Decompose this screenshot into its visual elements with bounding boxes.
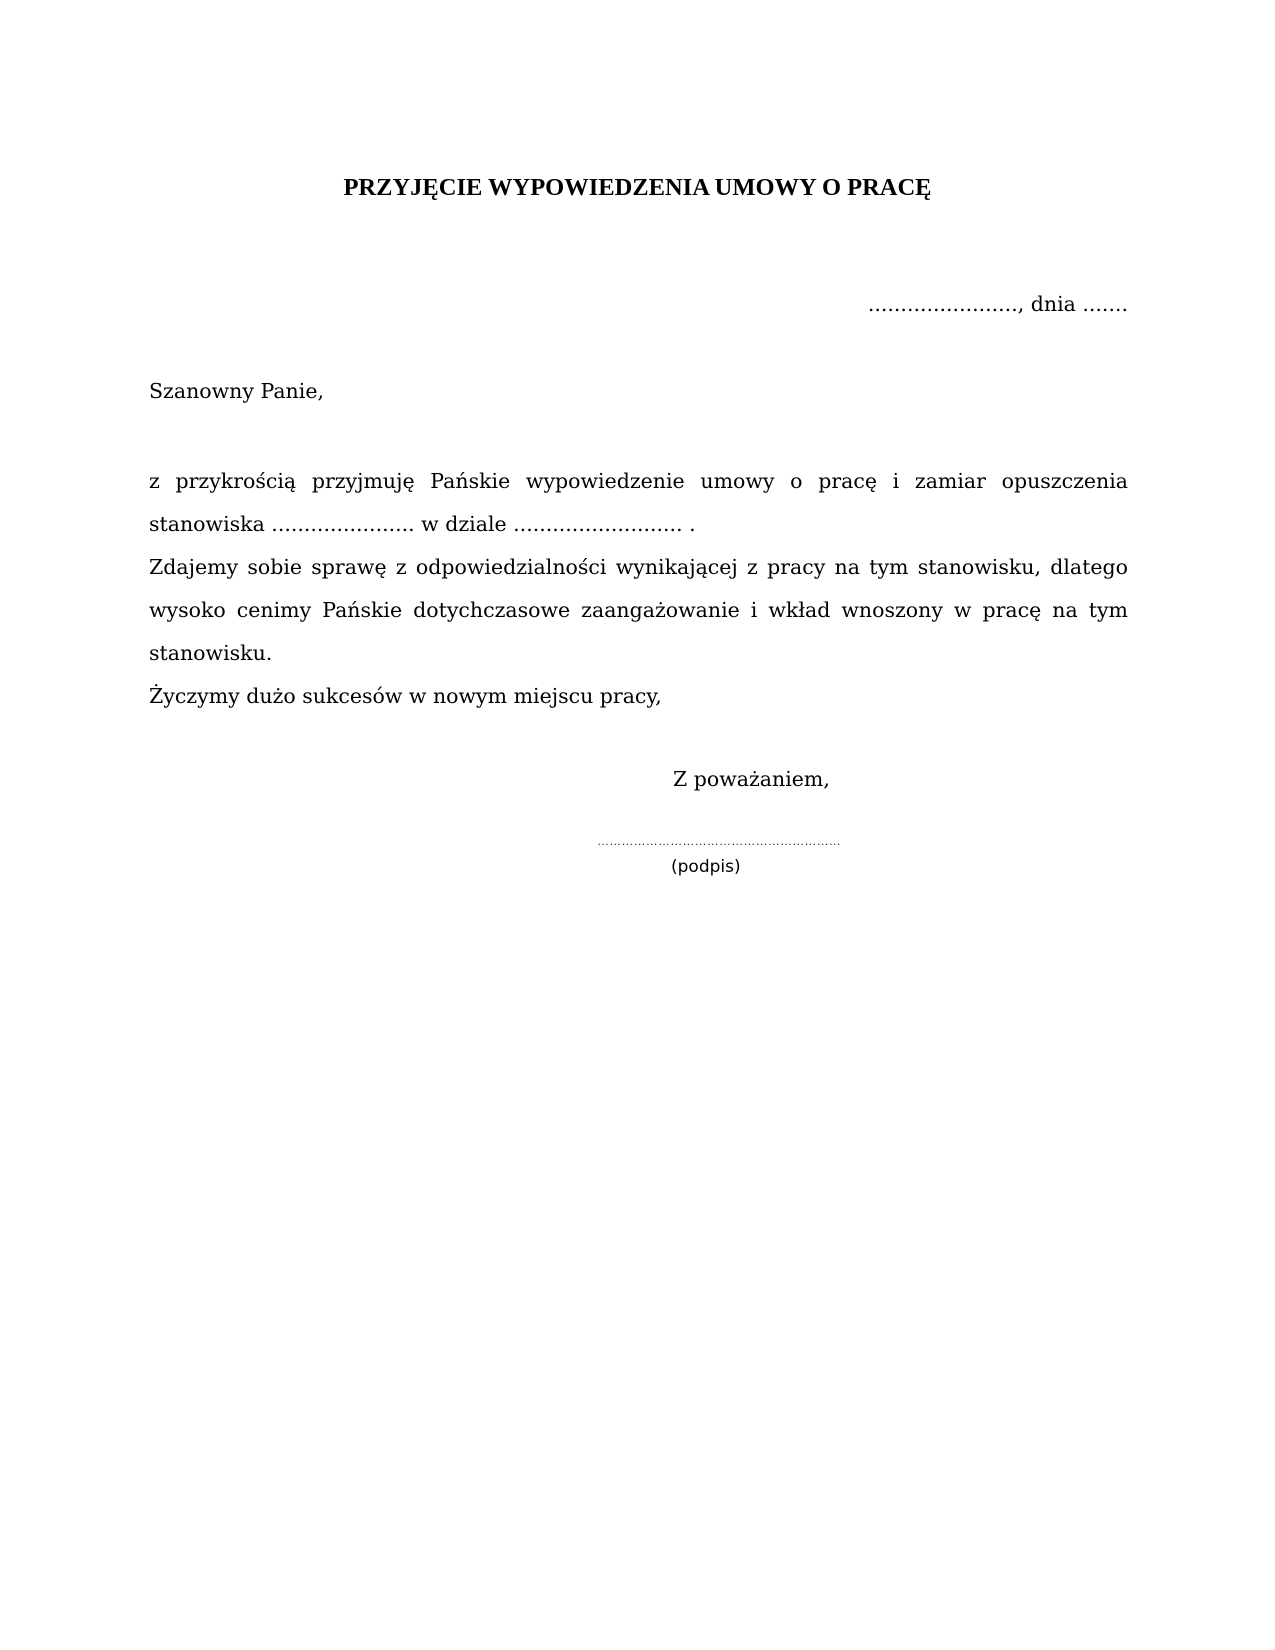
salutation: Szanowny Panie, <box>149 379 324 403</box>
document-title: PRZYJĘCIE WYPOWIEDZENIA UMOWY O PRACĘ <box>343 174 932 201</box>
paragraph-acceptance: z przykrością przyjmuję Pańskie wypowiedzenie umowy o pracę i zamiar opuszczenia stanowiska ...................... w dziale .......................... . <box>149 469 1128 536</box>
signature-label: (podpis) <box>671 857 741 877</box>
place-date-line: ......................., dnia ....... <box>867 292 1128 316</box>
signature-line: …………………………………………………… <box>597 834 841 848</box>
letter-body <box>149 460 1128 718</box>
paragraph-appreciation: Zdajemy sobie sprawę z odpowiedzialności wynikającej z pracy na tym stanowisku, dlatego wysoko cenimy Pańskie dotychczasowe zaangażowanie i wkład wnoszony w pracę na tym stanowisku. <box>149 555 1128 665</box>
paragraph-wishes: Życzymy dużo sukcesów w nowym miejscu pracy, <box>149 684 662 708</box>
closing: Z poważaniem, <box>673 767 830 791</box>
